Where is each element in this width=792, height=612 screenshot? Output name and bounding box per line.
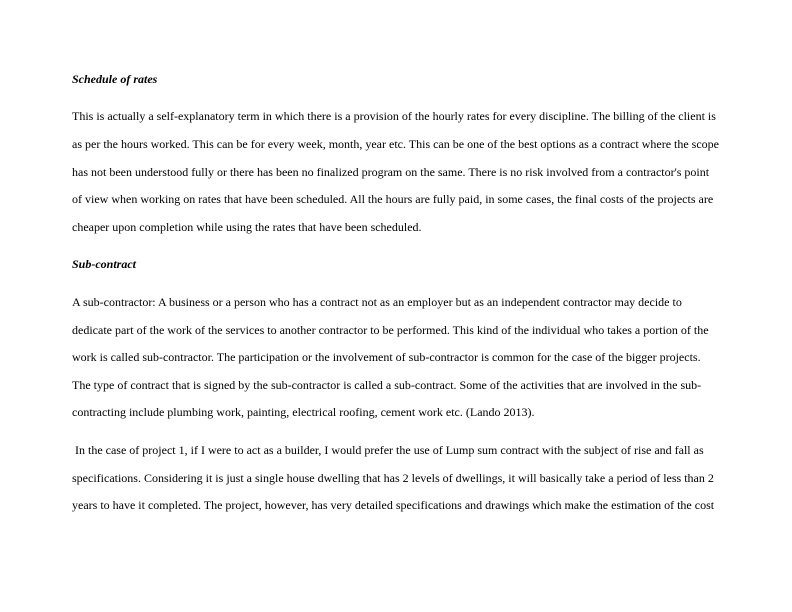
paragraph-line: The type of contract that is signed by the sub-contractor is called a sub-contract. Some of the activities that are involved in the sub- [72,378,702,392]
paragraph-line: contracting include plumbing work, painting, electrical roofing, cement work etc. (Lando 2013). [72,405,535,419]
paragraph-line: cheaper upon completion while using the rates that have been scheduled. [72,220,422,234]
paragraph-line: years to have it completed. The project, however, has very detailed specifications and drawings which make the estimation of the cost [72,498,715,512]
paragraph-line: A sub-contractor: A business or a person who has a contract not as an employer but as an independent contractor may decide to [72,295,682,309]
paragraph-line: dedicate part of the work of the services to another contractor to be performed. This kind of the individual who takes a portion of the [72,323,709,337]
paragraph-line: In the case of project 1, if I were to act as a builder, I would prefer the use of Lump sum contract with the subject of rise and fall as [72,443,704,457]
paragraph-line: has not been understood fully or there has been no finalized program on the same. There is no risk involved from a contractor's point [72,165,710,179]
paragraph-line: This is actually a self-explanatory term in which there is a provision of the hourly rates for every discipline. The billing of the client is [72,109,716,123]
section-heading-schedule-of-rates: Schedule of rates [72,72,158,86]
section-heading-sub-contract: Sub-contract [72,257,137,271]
paragraph-line: specifications. Considering it is just a single house dwelling that has 2 levels of dwellings, it will basically take a period of less than 2 [72,471,714,485]
paragraph-line: as per the hours worked. This can be for every week, month, year etc. This can be one of the best options as a contract where the scope [72,137,719,151]
paragraph-line: of view when working on rates that have been scheduled. All the hours are fully paid, in some cases, the final costs of the projects are [72,192,714,206]
paragraph-line: work is called sub-contractor. The participation or the involvement of sub-contractor is common for the case of the bigger projects. [72,350,701,364]
